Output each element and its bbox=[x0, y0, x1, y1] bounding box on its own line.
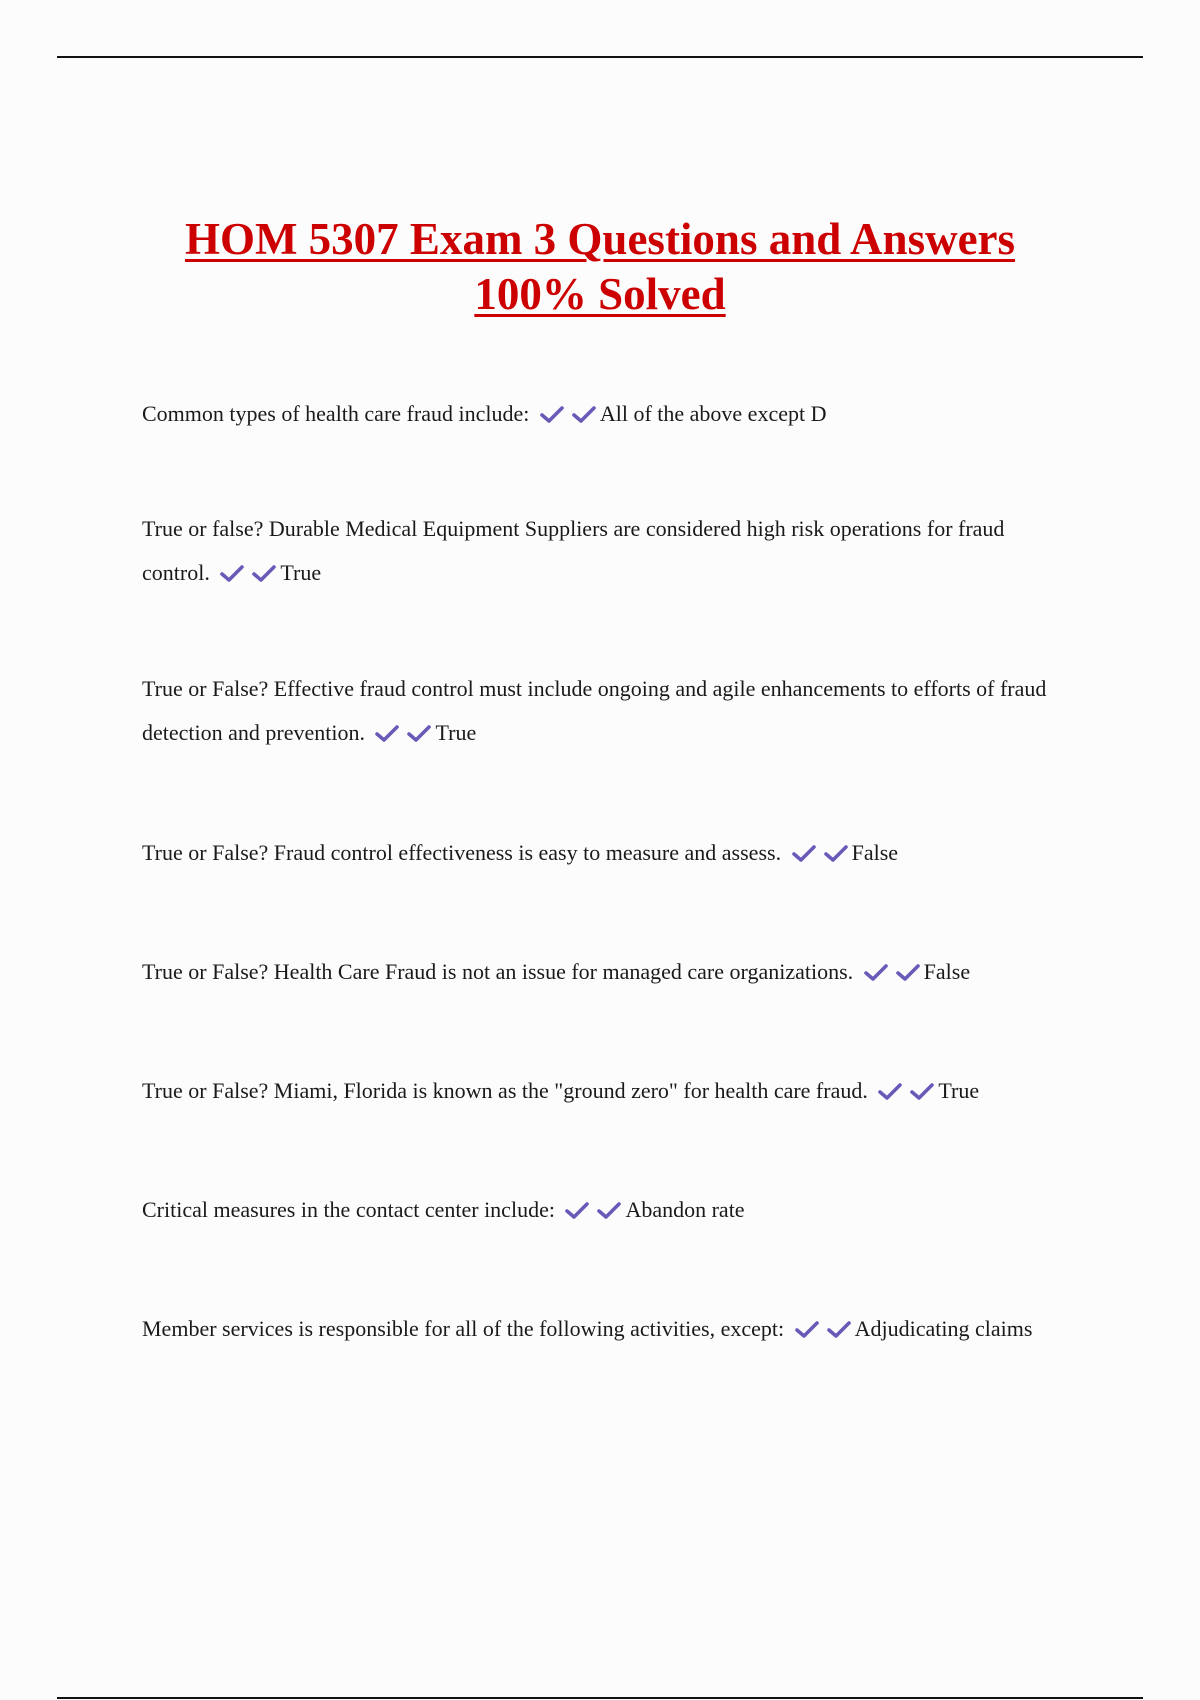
check-icon bbox=[826, 1319, 852, 1339]
question-text: True or False? Fraud control effectiveness is easy to measure and assess. bbox=[142, 840, 782, 865]
check-icon bbox=[863, 962, 889, 982]
check-icon bbox=[823, 843, 849, 863]
check-icon bbox=[909, 1081, 935, 1101]
document-title bbox=[100, 212, 1100, 322]
question-text: Common types of health care fraud include: bbox=[142, 401, 530, 426]
answer-text: True bbox=[280, 560, 322, 585]
qa-item bbox=[142, 1188, 1062, 1232]
answer-text: True bbox=[938, 1078, 980, 1103]
qa-item bbox=[142, 1069, 1062, 1113]
bottom-rule bbox=[57, 1697, 1143, 1699]
qa-item bbox=[142, 507, 1062, 595]
check-icon bbox=[251, 563, 277, 583]
qa-item bbox=[142, 392, 1062, 436]
answer-text: All of the above except D bbox=[599, 401, 827, 426]
check-icon bbox=[794, 1319, 820, 1339]
answer-text: Adjudicating claims bbox=[854, 1316, 1033, 1341]
check-icon bbox=[219, 563, 245, 583]
answer-text: False bbox=[923, 959, 971, 984]
qa-item bbox=[142, 667, 1062, 755]
check-icon bbox=[877, 1081, 903, 1101]
title-line-2: 100% Solved bbox=[474, 269, 726, 319]
qa-item bbox=[142, 950, 1062, 994]
answer-text: False bbox=[851, 840, 899, 865]
title-line-1: HOM 5307 Exam 3 Questions and Answers bbox=[184, 214, 1016, 264]
qa-item bbox=[142, 1307, 1062, 1351]
question-text: True or False? Miami, Florida is known as the "ground zero" for health care fraud. bbox=[142, 1078, 868, 1103]
check-icon bbox=[571, 404, 597, 424]
question-text: True or False? Health Care Fraud is not an issue for managed care organizations. bbox=[142, 959, 854, 984]
check-icon bbox=[895, 962, 921, 982]
question-text: True or false? Durable Medical Equipment Suppliers are considered high risk operations for fraud control. bbox=[142, 516, 1005, 585]
top-rule bbox=[57, 56, 1143, 58]
check-icon bbox=[791, 843, 817, 863]
qa-item bbox=[142, 831, 1062, 875]
answer-text: True bbox=[435, 720, 477, 745]
question-text: True or False? Effective fraud control must include ongoing and agile enhancements to efforts of fraud detection and prevention. bbox=[142, 676, 1047, 745]
question-text: Critical measures in the contact center include: bbox=[142, 1197, 555, 1222]
check-icon bbox=[406, 723, 432, 743]
check-icon bbox=[596, 1200, 622, 1220]
answer-text: Abandon rate bbox=[625, 1197, 745, 1222]
check-icon bbox=[374, 723, 400, 743]
question-text: Member services is responsible for all of the following activities, except: bbox=[142, 1316, 785, 1341]
check-icon bbox=[564, 1200, 590, 1220]
check-icon bbox=[539, 404, 565, 424]
